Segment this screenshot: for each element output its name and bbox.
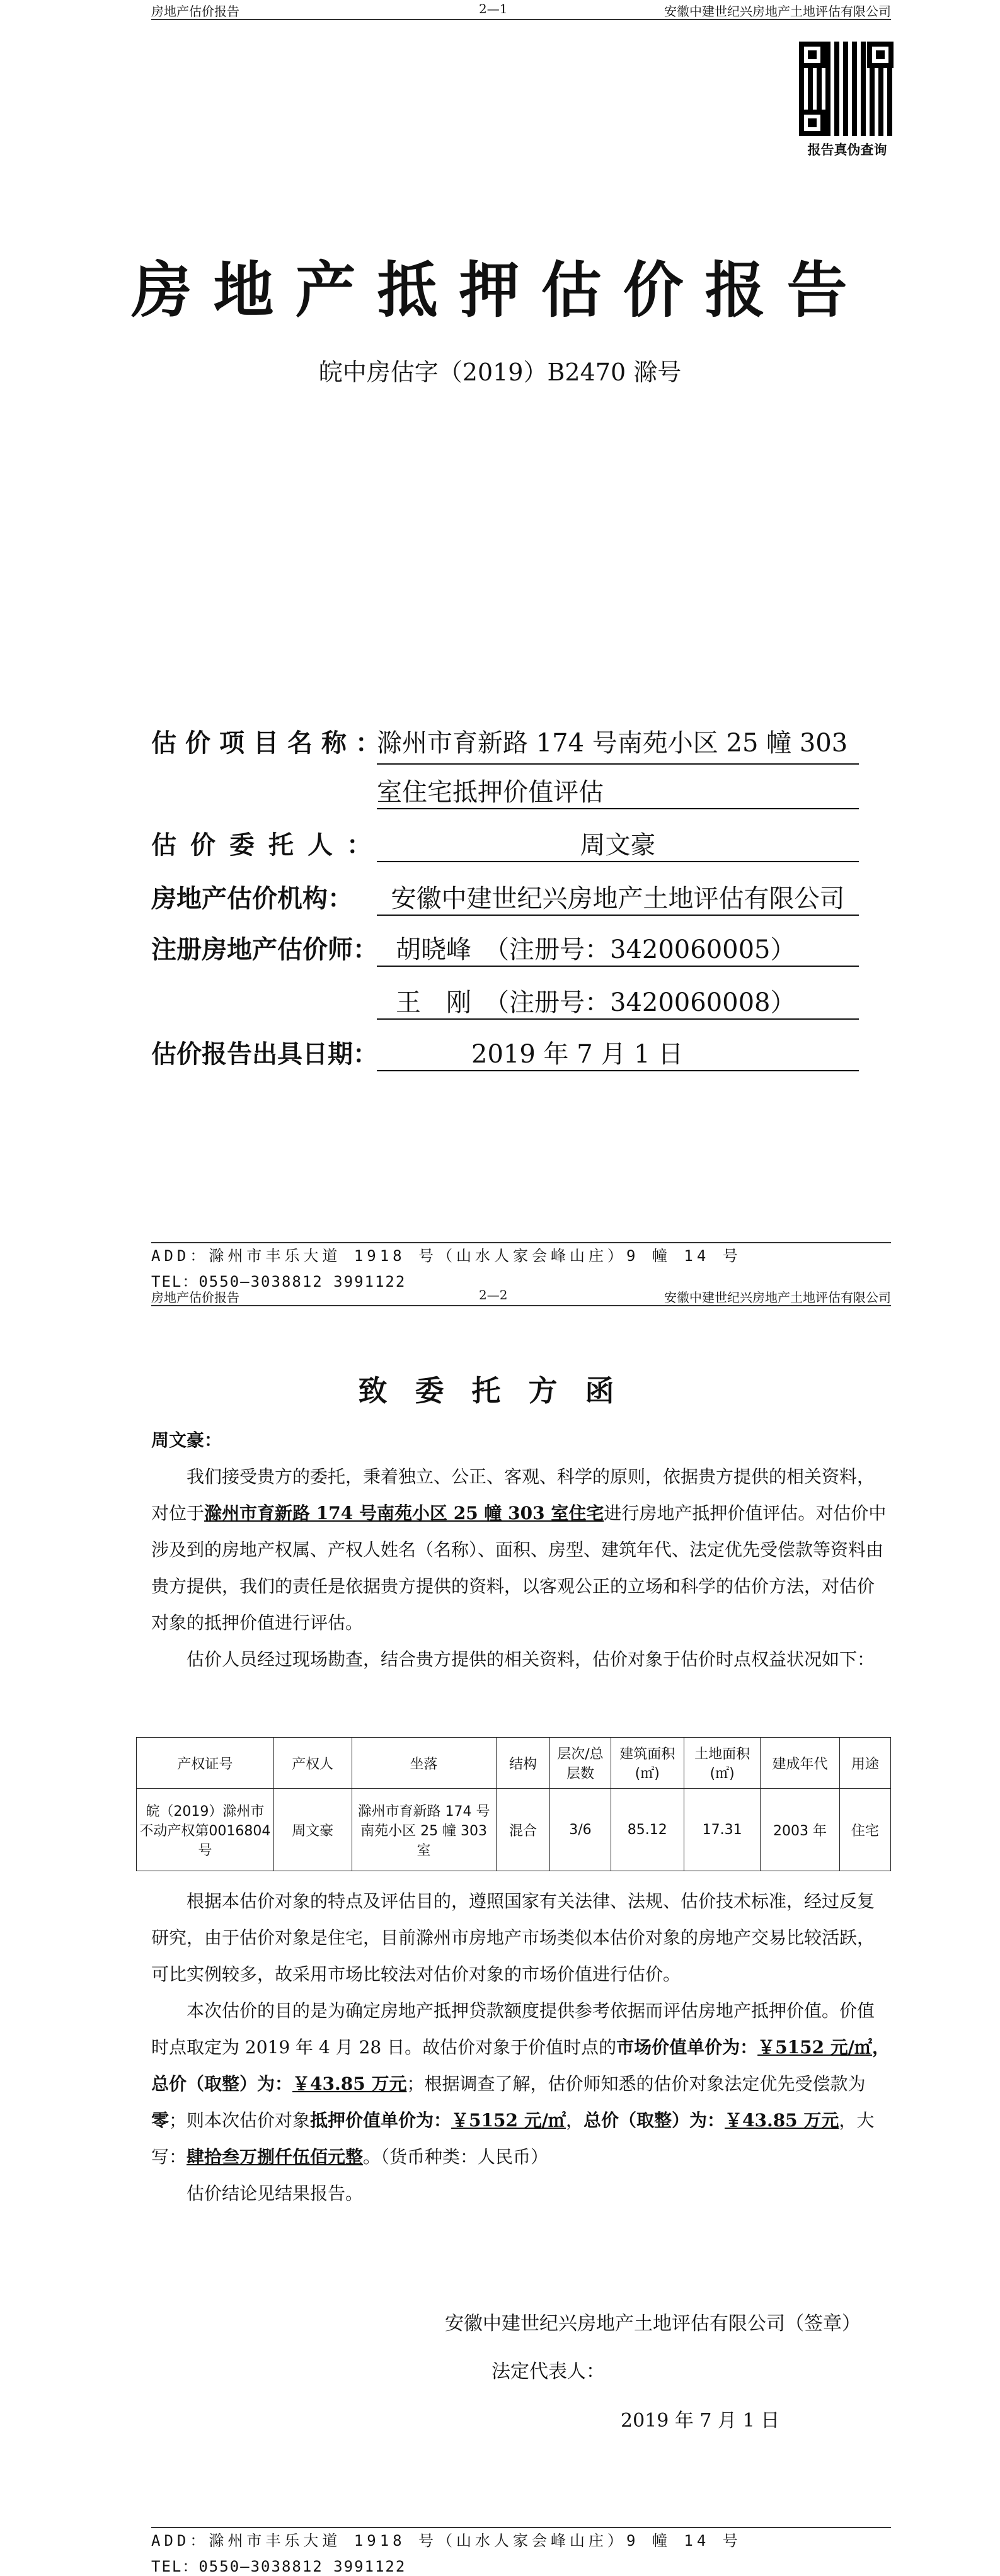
header-page-number: 2—1 <box>479 1 508 16</box>
cell-floor: 3/6 <box>550 1789 611 1871</box>
page2-header <box>151 1286 891 1306</box>
page2-footer <box>151 2527 891 2576</box>
client-value: 周文豪 <box>377 825 859 862</box>
cell-year: 2003 年 <box>761 1789 840 1871</box>
col-header: 用途 <box>839 1738 890 1789</box>
footer-tel: TEL：0550—3038812 3991122 <box>151 1273 406 1291</box>
paragraph-3: 根据本估价对象的特点及评估目的，遵照国家有关法律、法规、估价技术标准，经过反复研究，由于估价对象是住宅，目前滁州市房地产市场类似本估价对象的房地产交易比较活跃，可比实例较多，故采用市场比较法对估价对象的市场价值进行估价。 <box>151 1891 875 1985</box>
paragraph-5: 估价结论见结果报告。 <box>187 2183 364 2204</box>
col-header: 坐落 <box>352 1738 496 1789</box>
cell-cert: 皖（2019）滁州市不动产权第0016804号 <box>137 1789 274 1871</box>
qr-label: 报告真伪查询 <box>807 142 887 157</box>
salutation: 周文豪： <box>151 1430 222 1450</box>
paragraph-1: 我们接受贵方的委托，秉着独立、公正、客观、科学的原则，依据贵方提供的相关资料，对位于滁州市育新路 174 号南苑小区 25 幢 303 室住宅进行房地产抵押价值评估。对估价中涉及到的房地产权属、产权人姓名（名称）、面积、房型、建筑年代、法定优先受偿款等资料由贵方提供，我们的责任是依据贵方提供的资料，以客观公正的立场和科学的估价方法，对估价对象的抵押价值进行评估。 <box>151 1466 887 1633</box>
property-address: 滁州市育新路 174 号南苑小区 25 幢 303 室住宅 <box>204 1503 604 1524</box>
signature-date: 2019 年 7 月 1 日 <box>621 2410 780 2432</box>
paragraph-2: 估价人员经过现场勘查，结合贵方提供的相关资料，估价对象于估价时点权益状况如下： <box>187 1649 875 1670</box>
org-row <box>151 879 845 915</box>
header-page-number: 2—2 <box>479 1287 508 1302</box>
client-label: 估价委托人： <box>151 830 386 860</box>
cell-use: 住宅 <box>839 1789 890 1871</box>
org-label: 房地产估价机构： <box>151 884 353 913</box>
letter-title: 致委托方函 <box>358 1374 642 1408</box>
cell-land-area: 17.31 <box>684 1789 760 1871</box>
footer-tel: TEL：0550—3038812 3991122 <box>151 2558 406 2575</box>
page1-header <box>151 0 891 20</box>
col-header: 产权证号 <box>137 1738 274 1789</box>
table-row <box>137 1789 891 1871</box>
footer-address: ADD：滁州市丰乐大道 1918 号（山水人家会峰山庄）9 幢 14 号 <box>151 2532 742 2550</box>
report-title: 房地产抵押估价报告 <box>131 254 869 326</box>
report-number: 皖中房估字（2019）B2470 滁号 <box>318 358 682 386</box>
cell-building-area: 85.12 <box>611 1789 684 1871</box>
paragraph-4: 本次估价的目的是为确定房地产抵押贷款额度提供参考依据而评估房地产抵押价值。价值时点取定为 2019 年 4 月 28 日。故估价对象于价值时点的市场价值单价为：￥5152 元/㎡，总价（取整）为：￥43.85 万元；根据调查了解，估价师知悉的估价对象法定优先受偿款为零；则本次估价对象抵押价值单价为：￥5152 元/㎡，总价（取整）为：￥43.85 万元，大写：肆拾叁万捌仟伍佰元整。（货币种类：人民币） <box>151 2000 890 2167</box>
signature-representative: 法定代表人： <box>491 2361 605 2383</box>
project-line2: 室住宅抵押价值评估 <box>377 772 859 809</box>
org-value: 安徽中建世纪兴房地产土地评估有限公司 <box>377 879 859 916</box>
signature-company: 安徽中建世纪兴房地产土地评估有限公司（签章） <box>445 2313 861 2335</box>
header-right: 安徽中建世纪兴房地产土地评估有限公司 <box>664 1290 891 1305</box>
col-header: 结构 <box>496 1738 550 1789</box>
qr-code-icon[interactable] <box>799 42 894 136</box>
date-label: 估价报告出具日期： <box>151 1039 378 1069</box>
appraiser1-value: 胡晓峰 （注册号：3420060005） <box>377 930 859 967</box>
client-row <box>151 825 656 861</box>
project-label: 估价项目名称： <box>151 728 389 758</box>
page1-footer <box>151 1242 891 1291</box>
appraiser-row <box>151 930 796 966</box>
col-header: 层次/总层数 <box>550 1738 611 1789</box>
header-left: 房地产估价报告 <box>151 4 239 19</box>
cell-location: 滁州市育新路 174 号南苑小区 25 幢 303 室 <box>352 1789 496 1871</box>
letter-body-1 <box>151 1422 891 1678</box>
header-left: 房地产估价报告 <box>151 1290 239 1305</box>
date-value: 2019 年 7 月 1 日 <box>377 1034 859 1071</box>
project-line1: 滁州市育新路 174 号南苑小区 25 幢 303 <box>377 729 848 758</box>
date-row <box>151 1034 684 1070</box>
col-header: 建成年代 <box>761 1738 840 1789</box>
appraiser-label: 注册房地产估价师： <box>151 935 378 964</box>
appraiser2-value: 王 刚 （注册号：3420060008） <box>377 983 859 1020</box>
header-right: 安徽中建世纪兴房地产土地评估有限公司 <box>664 4 891 19</box>
footer-address: ADD：滁州市丰乐大道 1918 号（山水人家会峰山庄）9 幢 14 号 <box>151 1247 742 1265</box>
col-header: 产权人 <box>273 1738 352 1789</box>
letter-body-2 <box>151 1883 891 2212</box>
cell-structure: 混合 <box>496 1789 550 1871</box>
table-header-row <box>137 1738 891 1789</box>
col-header: 建筑面积(㎡) <box>611 1738 684 1789</box>
cell-owner: 周文豪 <box>273 1789 352 1871</box>
property-table <box>136 1737 891 1871</box>
project-row <box>151 723 848 759</box>
col-header: 土地面积(㎡) <box>684 1738 760 1789</box>
